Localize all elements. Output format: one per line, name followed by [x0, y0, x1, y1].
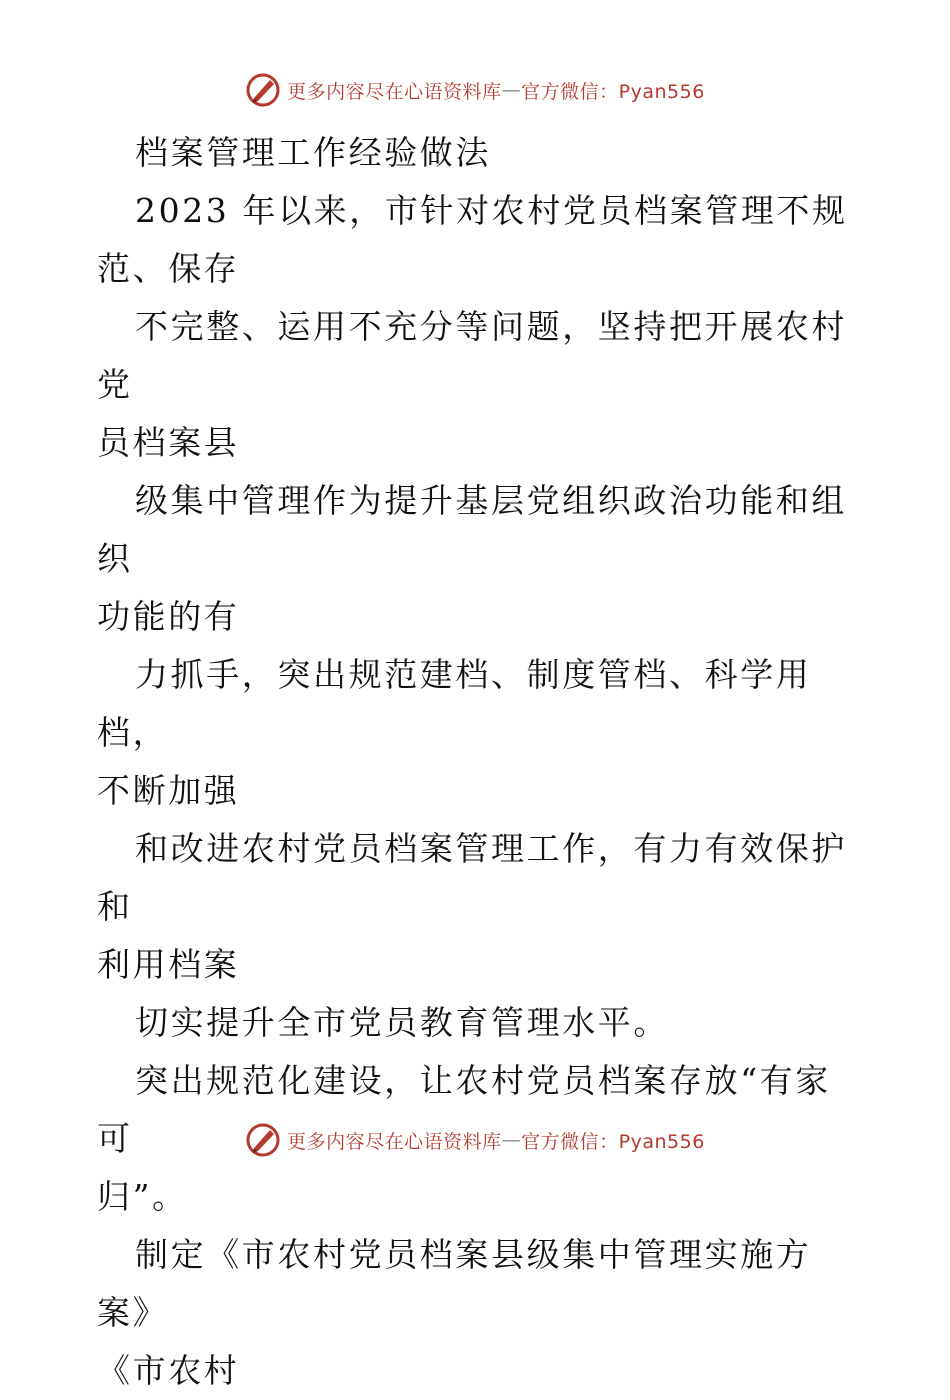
watermark-separator: — [501, 79, 522, 101]
paragraph-4: 力抓手，突出规范建档、制度管档、科学用档， 不断加强 [97, 655, 812, 810]
paragraph-5: 和改进农村党员档案管理工作，有力有效保护和 利用档案 [97, 829, 847, 984]
paragraph-3: 级集中管理作为提升基层党组织政治功能和组织 功能的有 [97, 481, 847, 636]
pen-logo-icon [245, 1122, 281, 1158]
paragraph-6: 切实提升全市党员教育管理水平。 [135, 1003, 669, 1042]
header-watermark [0, 72, 950, 108]
paragraph-7: 突出规范化建设，让农村党员档案存放“有家可 归”。 [97, 1061, 831, 1216]
pen-logo-icon [245, 72, 281, 108]
watermark-wechat: 官方微信：Pyan556 [521, 80, 705, 103]
watermark-wechat: 官方微信：Pyan556 [521, 1130, 705, 1153]
paragraph-1: 2023 年以来，市针对农村党员档案管理不规 范、保存 [97, 191, 848, 288]
watermark-text: 更多内容尽在心语资料库 [287, 80, 502, 103]
watermark-text: 更多内容尽在心语资料库 [287, 1130, 502, 1153]
paragraph-2: 不完整、运用不充分等问题，坚持把开展农村党 员档案县 [97, 307, 847, 462]
document-title: 档案管理工作经验做法 [135, 133, 491, 172]
footer-watermark [0, 1122, 950, 1158]
watermark-separator: — [501, 1129, 522, 1151]
paragraph-8: 制定《市农村党员档案县级集中管理实施方案》 《市农村 [97, 1235, 812, 1390]
document-body [97, 124, 857, 1400]
